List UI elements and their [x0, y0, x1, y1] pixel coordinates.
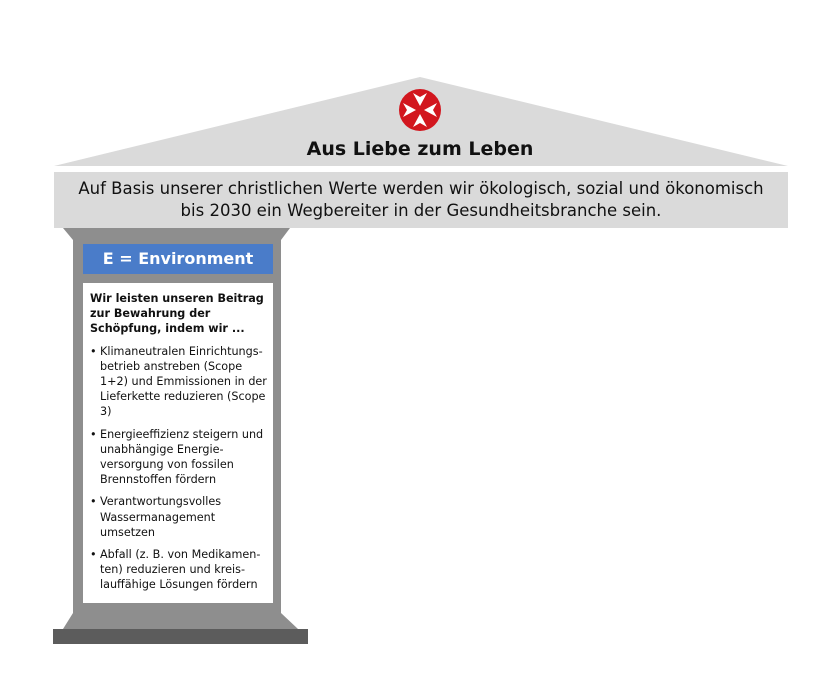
- pillar-header: E = Environment: [83, 244, 273, 274]
- mission-line-1: Auf Basis unserer christlichen Werte werden wir ökologisch, sozial und ökonomisch: [78, 179, 764, 198]
- list-item: • Klimaneutralen Einrichtungs-betrieb anstreben (Scope 1+2) und Emmissionen in der Lieferkette reduzieren (Scope 3): [90, 344, 267, 420]
- list-item: • Abfall (z. B. von Medikamen-ten) reduzieren und kreis-lauffähige Lösungen fördern: [90, 547, 267, 593]
- pillar-content: [83, 283, 273, 603]
- pillar-list: [90, 344, 267, 593]
- mission-line-2: bis 2030 ein Wegbereiter in der Gesundheitsbranche sein.: [180, 201, 662, 220]
- roof-title: Aus Liebe zum Leben: [306, 138, 534, 160]
- list-item: • Energieeffizienz steigern und unabhängige Energie-versorgung von fossilen Brennstoffen fördern: [90, 427, 267, 488]
- pillar-capital: [63, 228, 290, 240]
- pillar-foot: [63, 613, 298, 629]
- pillar-intro: Wir leisten unseren Beitrag zur Bewahrung der Schöpfung, indem wir ...: [90, 292, 264, 336]
- temple-base: [53, 629, 308, 644]
- list-item: • Verantwortungsvolles Wassermanagement umsetzen: [90, 494, 267, 540]
